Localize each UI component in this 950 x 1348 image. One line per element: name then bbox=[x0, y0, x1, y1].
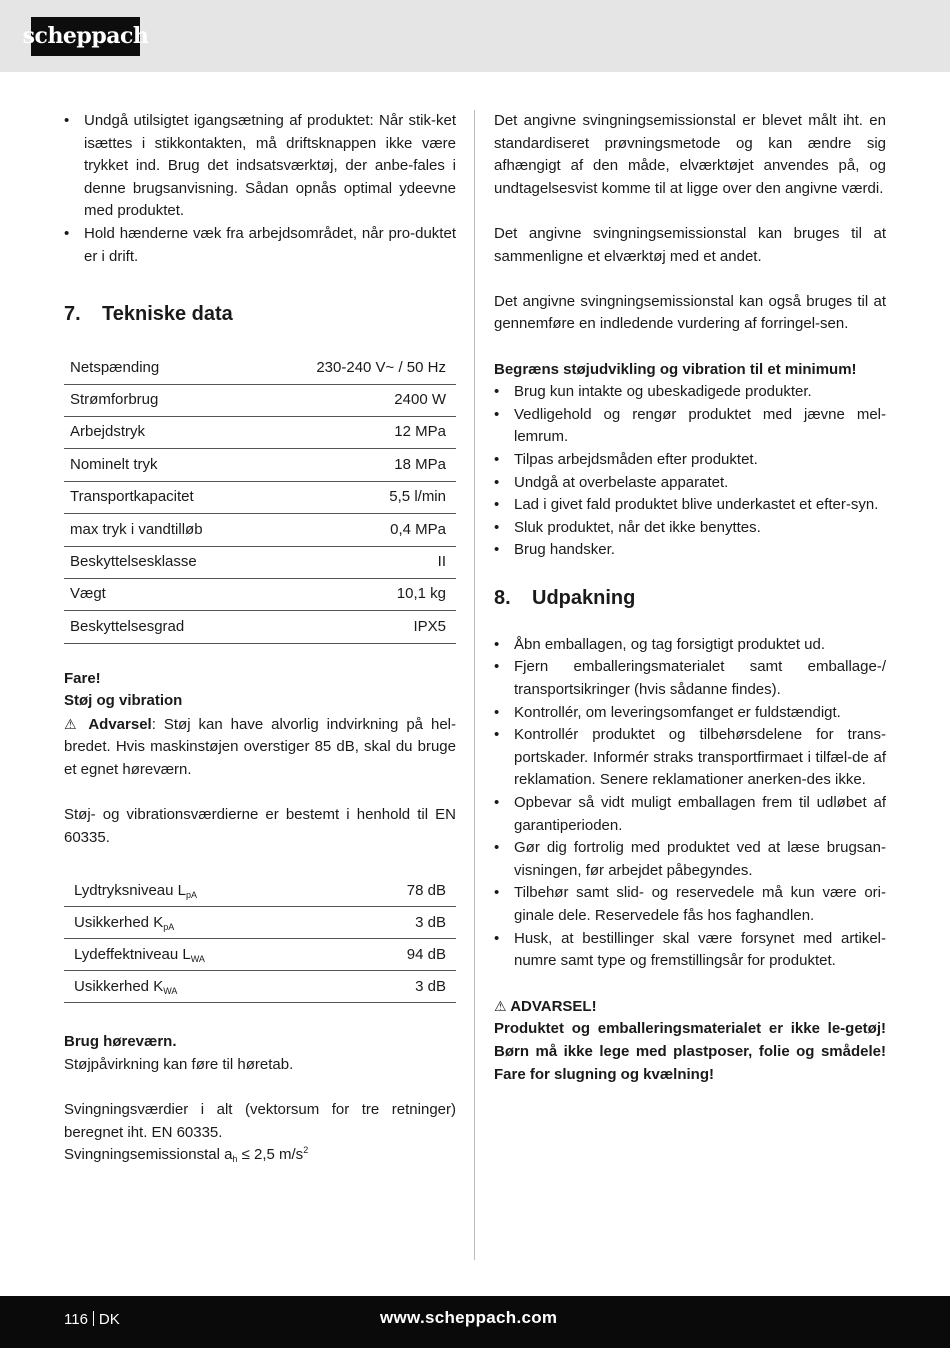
limit-bullet-list bbox=[494, 381, 886, 562]
section-heading-udpakning bbox=[494, 584, 886, 612]
danger-label: Fare! bbox=[64, 669, 101, 687]
table-cell-label: Arbejdstryk bbox=[64, 416, 259, 448]
list-item: • Brug handsker. bbox=[494, 539, 886, 562]
list-item: • Hold hænderne væk fra arbejdsområdet, når pro-duktet er i drift. bbox=[64, 223, 456, 268]
warning-text: : Støj kan have alvorlig indvirkning på hel-bredet. Hvis maskinstøjen overstiger 85 dB, skal du bruge et egnet høreværn. bbox=[64, 715, 456, 779]
list-item: • Opbevar så vidt muligt emballagen frem til udløbet af garantiperioden. bbox=[494, 792, 886, 837]
language-code: DK bbox=[98, 1311, 120, 1328]
table-row bbox=[64, 611, 456, 643]
list-item: • Undgå at overbelaste apparatet. bbox=[494, 472, 886, 495]
list-item: • Fjern emballeringsmaterialet samt emballage-/ transportsikringer (hvis sådanne findes). bbox=[494, 656, 886, 701]
noise-subscript: WA bbox=[190, 953, 205, 964]
safety-bullet-list bbox=[64, 110, 456, 268]
table-cell-label: Nominelt tryk bbox=[64, 449, 259, 481]
section-title: Udpakning bbox=[532, 586, 636, 609]
list-item: • Gør dig fortrolig med produktet ved at læse brugsan-visningen, før arbejdet påbegyndes. bbox=[494, 837, 886, 882]
section-title: Tekniske data bbox=[102, 303, 233, 326]
vibration-para-2: Det angivne svingningsemissionstal kan bruges til at sammenligne et elværktøj med et andet. bbox=[494, 224, 886, 265]
table-cell-label: Beskyttelsesgrad bbox=[64, 611, 259, 643]
list-item: • Lad i givet fald produktet blive underkastet et efter-syn. bbox=[494, 494, 886, 517]
warning-label: ADVARSEL! bbox=[510, 997, 597, 1015]
section-number: 8. bbox=[494, 586, 511, 609]
separator bbox=[93, 1311, 94, 1326]
table-cell-label bbox=[64, 907, 343, 939]
vibration-value: ≤ 2,5 m/s bbox=[237, 1146, 304, 1164]
table-row bbox=[64, 578, 456, 610]
list-item: • Kontrollér, om leveringsomfanget er fuldstændigt. bbox=[494, 702, 886, 725]
page-footer bbox=[0, 1296, 950, 1348]
noise-heading: Støj og vibration bbox=[64, 692, 183, 710]
table-row bbox=[64, 384, 456, 416]
warning-triangle-icon: ⚠ bbox=[64, 715, 81, 732]
table-row bbox=[64, 939, 456, 971]
table-cell-label bbox=[64, 875, 343, 907]
tech-data-table bbox=[64, 352, 456, 644]
hearing-heading: Brug høreværn. bbox=[64, 1033, 177, 1051]
vibration-value-line bbox=[64, 1144, 456, 1167]
page-header bbox=[0, 0, 950, 72]
hearing-text: Støjpåvirkning kan føre til høretab. bbox=[64, 1056, 294, 1074]
column-divider bbox=[474, 110, 475, 1260]
table-cell-label: Vægt bbox=[64, 578, 259, 610]
list-item: • Kontrollér produktet og tilbehørsdelene for trans-portskader. Informér straks transportfirmaet i tilfæl-de af reklamation. Senere reklamationer anerken-des ikke. bbox=[494, 724, 886, 792]
table-cell-value: 2400 W bbox=[259, 384, 456, 416]
vibration-paragraph: Svingningsværdier i alt (vektorsum for tre retninger) beregnet iht. EN 60335. bbox=[64, 1101, 456, 1141]
noise-subscript: pA bbox=[186, 889, 198, 900]
noise-label: Usikkerhed K bbox=[74, 977, 164, 995]
warning-text: Produktet og emballeringsmaterialet er ikke le-getøj! Børn må ikke lege med plastposer, folie og smådele! Fare for slugning og kvælning! bbox=[494, 1020, 886, 1083]
table-row bbox=[64, 546, 456, 578]
table-cell-value: 3 dB bbox=[343, 907, 456, 939]
table-cell-value: 5,5 l/min bbox=[259, 481, 456, 513]
list-item: • Vedligehold og rengør produktet med jævne mel-lemrum. bbox=[494, 404, 886, 449]
list-item: • Tilbehør samt slid- og reservedele må kun være ori-ginale dele. Reservedele fås hos faghandlen. bbox=[494, 882, 886, 927]
warning-triangle-icon: ⚠ bbox=[494, 997, 507, 1014]
table-cell-value: 230-240 V~ / 50 Hz bbox=[259, 352, 456, 384]
noise-label: Usikkerhed K bbox=[74, 913, 164, 931]
table-row bbox=[64, 514, 456, 546]
table-cell-label: max tryk i vandtilløb bbox=[64, 514, 259, 546]
table-cell-value: 0,4 MPa bbox=[259, 514, 456, 546]
table-row bbox=[64, 416, 456, 448]
table-cell-label: Beskyttelsesklasse bbox=[64, 546, 259, 578]
table-row bbox=[64, 481, 456, 513]
warning-paragraph bbox=[64, 713, 456, 782]
table-cell-value: 78 dB bbox=[343, 875, 456, 907]
scheppach-logo: scheppach bbox=[31, 17, 140, 56]
noise-subscript: pA bbox=[163, 921, 175, 932]
page-number bbox=[64, 1309, 120, 1332]
table-cell-value: 18 MPa bbox=[259, 449, 456, 481]
noise-values-table bbox=[64, 875, 456, 1003]
page-number-value: 116 bbox=[64, 1311, 88, 1328]
website-url: www.scheppach.com bbox=[380, 1308, 558, 1327]
table-cell-value: II bbox=[259, 546, 456, 578]
noise-subscript: WA bbox=[163, 985, 178, 996]
table-row bbox=[64, 449, 456, 481]
noise-paragraph: Støj- og vibrationsværdierne er bestemt i henhold til EN 60335. bbox=[64, 806, 456, 846]
table-cell-label: Strømforbrug bbox=[64, 384, 259, 416]
warning-label: Advarsel bbox=[88, 715, 152, 733]
limit-heading: Begræns støjudvikling og vibration til et minimum! bbox=[494, 360, 857, 378]
table-row bbox=[64, 971, 456, 1003]
table-cell-label: Transportkapacitet bbox=[64, 481, 259, 513]
table-cell-value: 12 MPa bbox=[259, 416, 456, 448]
vibration-para-3: Det angivne svingningsemissionstal kan også bruges til at gennemføre en indledende vurdering af forringel-sen. bbox=[494, 292, 886, 333]
table-cell-value: 94 dB bbox=[343, 939, 456, 971]
right-column bbox=[494, 110, 886, 1086]
table-cell-label bbox=[64, 971, 343, 1003]
left-column bbox=[64, 110, 456, 1167]
table-row bbox=[64, 875, 456, 907]
vibration-label: Svingningsemissionstal a bbox=[64, 1146, 233, 1164]
list-item: • Sluk produktet, når det ikke benyttes. bbox=[494, 517, 886, 540]
noise-label: Lydtryksniveau L bbox=[74, 881, 187, 899]
table-cell-label: Netspænding bbox=[64, 352, 259, 384]
warning-heading bbox=[494, 995, 886, 1019]
table-cell-value: 10,1 kg bbox=[259, 578, 456, 610]
section-number: 7. bbox=[64, 303, 81, 326]
list-item: • Åbn emballagen, og tag forsigtigt produktet ud. bbox=[494, 634, 886, 657]
table-cell-label bbox=[64, 939, 343, 971]
noise-label: Lydeffektniveau L bbox=[74, 945, 191, 963]
list-item: • Husk, at bestillinger skal være forsynet med artikel-numre samt type og fremstillingsår for produktet. bbox=[494, 928, 886, 973]
unpack-bullet-list bbox=[494, 634, 886, 973]
section-heading-tekniske-data bbox=[64, 300, 456, 328]
vibration-para-1: Det angivne svingningsemissionstal er blevet målt iht. en standardiseret prøvningsmetode og kan ændre sig afhængigt af den måde, elværktøjet anvendes på, og undtagelsesvist komme til at ligge over den angivne værdi. bbox=[494, 112, 886, 197]
list-item: • Brug kun intakte og ubeskadigede produkter. bbox=[494, 381, 886, 404]
list-item: • Tilpas arbejdsmåden efter produktet. bbox=[494, 449, 886, 472]
table-cell-value: 3 dB bbox=[343, 971, 456, 1003]
list-item: • Undgå utilsigtet igangsætning af produktet: Når stik-ket isættes i stikkontakten, må driftsknappen ikke være trykket ind. Brug det indsatsværktøj, der anbe-fales i denne brugsanvisning. Sådan opnås optimal ydeevne med produktet. bbox=[64, 110, 456, 223]
table-row bbox=[64, 352, 456, 384]
table-row bbox=[64, 907, 456, 939]
table-cell-value: IPX5 bbox=[259, 611, 456, 643]
vibration-superscript: 2 bbox=[303, 1145, 309, 1156]
vibration-subscript: h bbox=[232, 1154, 238, 1165]
